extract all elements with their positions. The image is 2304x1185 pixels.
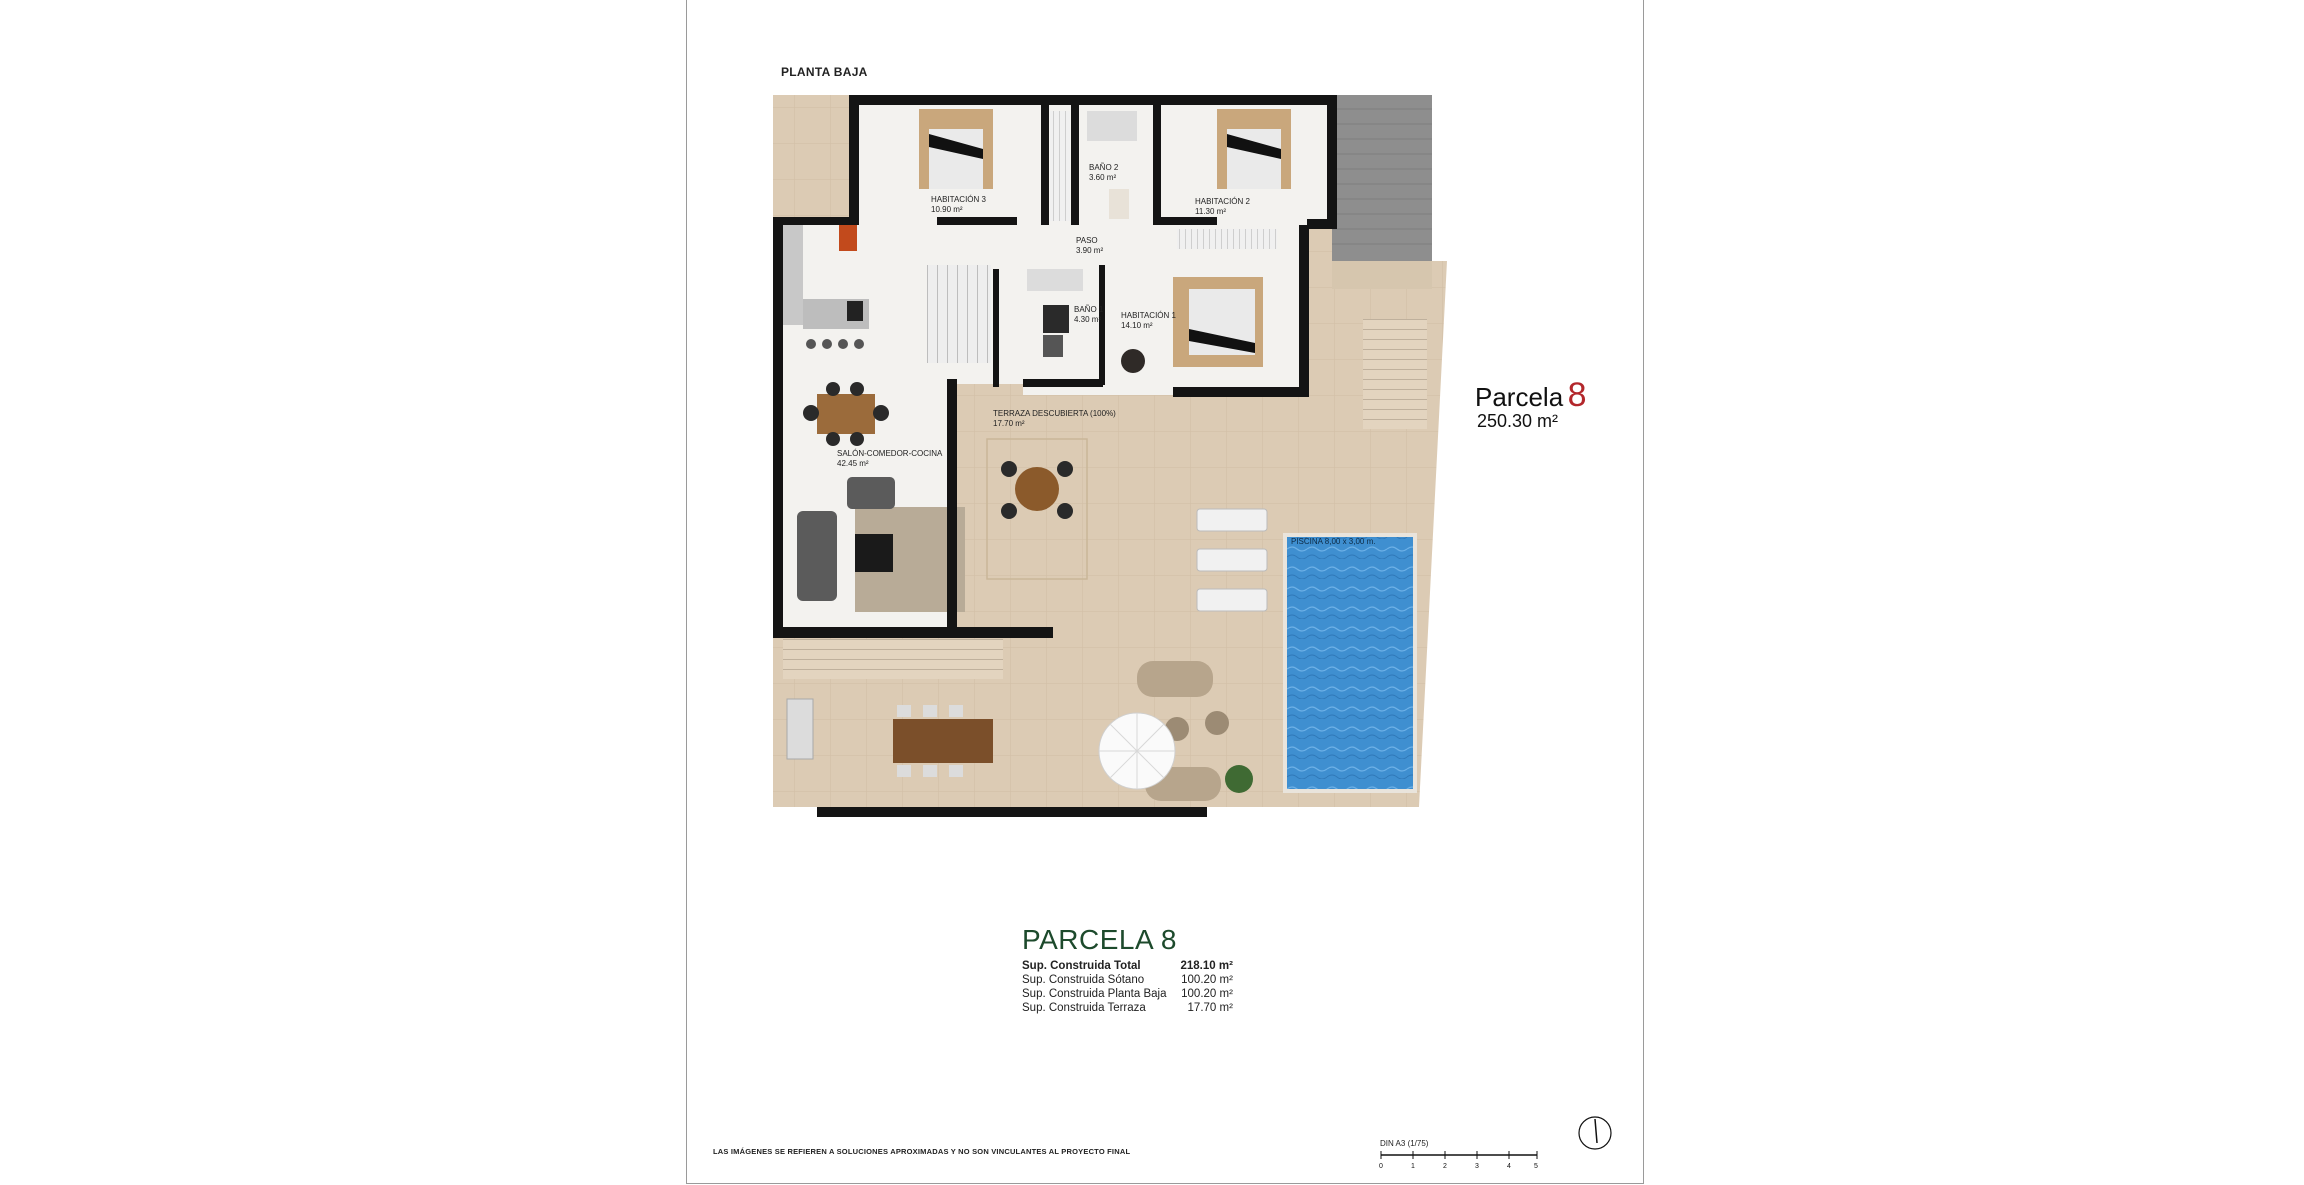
summary-row: Sup. Construida Terraza 17.70 m² xyxy=(1022,1002,1233,1014)
scale-note: DIN A3 (1/75) xyxy=(1380,1139,1429,1148)
plan-sheet xyxy=(686,0,1644,1184)
neighbour-strip xyxy=(1332,95,1432,261)
room-label-habitacion-1: HABITACIÓN 1 14.10 m² xyxy=(1121,311,1176,330)
parcel-tag-area: 250.30 m² xyxy=(1477,411,1559,431)
scale-bar xyxy=(1377,1149,1543,1171)
plan-label: PLANTA BAJA xyxy=(781,65,868,79)
scale-tick-label: 5 xyxy=(1534,1163,1538,1170)
pool xyxy=(1285,535,1415,791)
pool-label: PISCINA 8,00 x 3,00 m. xyxy=(1291,537,1376,546)
scale-tick-label: 3 xyxy=(1475,1163,1479,1170)
scale-tick-label: 0 xyxy=(1379,1163,1383,1170)
room-label-habitacion-2: HABITACIÓN 2 11.30 m² xyxy=(1195,197,1250,216)
summary-table xyxy=(1022,960,1233,1016)
summary-row: Sup. Construida Sótano 100.20 m² xyxy=(1022,974,1233,986)
parcel-tag xyxy=(1475,376,1587,432)
room-label-paso: PASO 3.90 m² xyxy=(1076,236,1104,255)
room-label-bano-2: BAÑO 2 3.60 m² xyxy=(1089,163,1119,182)
parcel-tag-name: Parcela xyxy=(1475,382,1564,412)
scale-tick-label: 2 xyxy=(1443,1163,1447,1170)
parcel-tag-number: 8 xyxy=(1567,376,1587,414)
summary-title: PARCELA 8 xyxy=(1022,924,1177,955)
disclaimer: LAS IMÁGENES SE REFIEREN A SOLUCIONES APROXIMADAS Y NO SON VINCULANTES AL PROYECTO FINAL xyxy=(713,1147,1131,1156)
room-label-bano-1: BAÑO 1 4.30 m² xyxy=(1074,305,1104,324)
summary-block xyxy=(1022,924,1282,1016)
north-arrow-icon xyxy=(1575,1113,1615,1153)
scale-tick-label: 1 xyxy=(1411,1163,1415,1170)
room-label-terraza: TERRAZA DESCUBIERTA (100%) 17.70 m² xyxy=(993,409,1116,428)
scale-tick-label: 4 xyxy=(1507,1163,1511,1170)
summary-row: Sup. Construida Planta Baja 100.20 m² xyxy=(1022,988,1233,1000)
room-label-habitacion-3: HABITACIÓN 3 10.90 m² xyxy=(931,195,986,214)
summary-row: Sup. Construida Total 218.10 m² xyxy=(1022,960,1233,972)
room-label-salon: SALÓN-COMEDOR-COCINA 42.45 m² xyxy=(837,449,943,468)
